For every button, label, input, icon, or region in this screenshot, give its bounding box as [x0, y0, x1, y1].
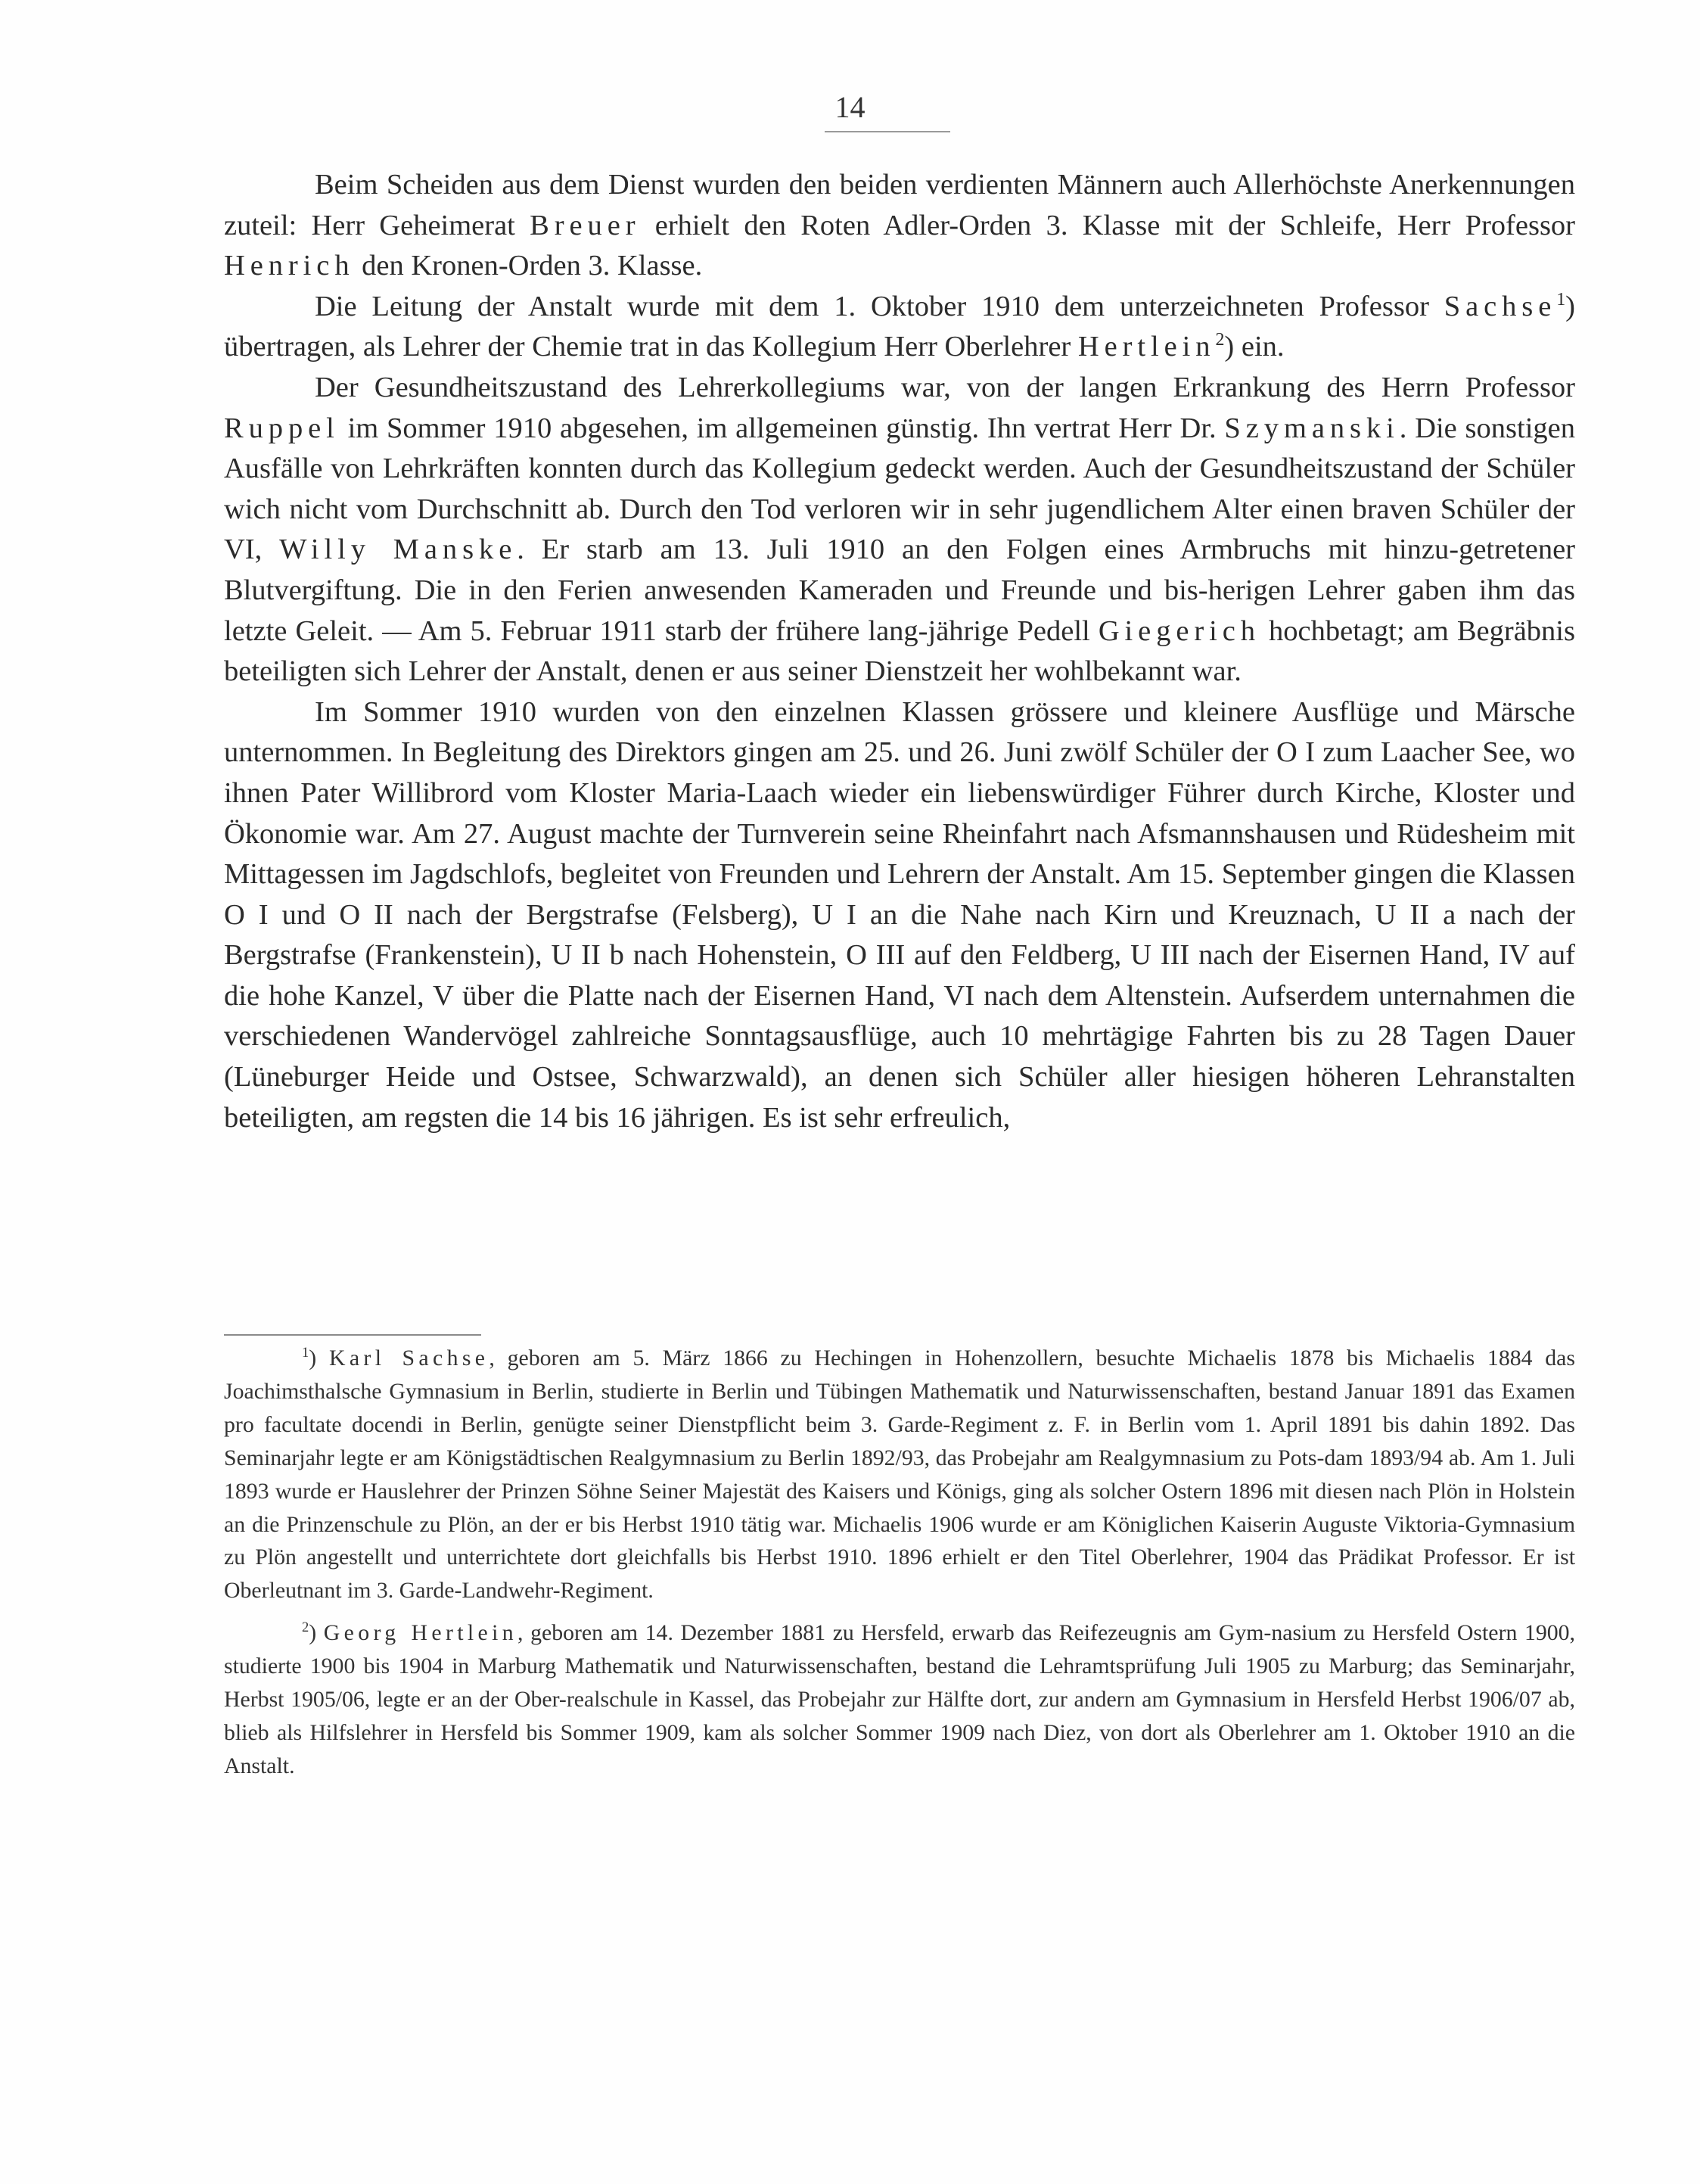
text-run: . Die sonstigen Ausfälle von Lehrkräften konnten durch das Kollegium gedeckt werden. Auch der Gesundheitszustand der Schüler wich nicht vom Durchschnitt ab. Durch den Tod verloren wir in sehr jugendlichem Alter einen braven Schüler der VI, [224, 412, 1575, 566]
footnote-marker-paren: ) [309, 1620, 317, 1646]
text-run: Beim Scheiden aus dem Dienst wurden den beiden verdienten Männern auch Allerhöchste Anerkennungen zuteil: Herr Geheimerat [224, 169, 1575, 241]
text-run: den Kronen-Orden 3. Klasse. [354, 250, 703, 282]
paragraph-leadership [224, 287, 1575, 368]
footnote-reference: 1 [1556, 289, 1566, 310]
footnote-text: , geboren am 14. Dezember 1881 zu Hersfeld, erwarb das Reifezeugnis am Gym-nasium zu Hersfeld Ostern 1900, studierte 1900 bis 1904 in Marburg Mathematik und Naturwissenschaften, bestand die Lehramtsprüfung Juli 1905 zu Marburg; das Seminarjahr, Herbst 1905/06, legte er an der Ober-realschule in Kassel, das Probejahr zur Hälfte dort, zur andern am Gymnasium in Hersfeld Herbst 1906/07 ab, blieb als Hilfslehrer in Hersfeld bis Sommer 1909, kam als solcher Sommer 1909 nach Diez, von dort als Oberlehrer am 1. Oktober 1910 an die Anstalt. [224, 1620, 1575, 1778]
text-run: ) ein. [1224, 331, 1285, 363]
person-name: Giegerich [1098, 614, 1260, 647]
text-run: im Sommer 1910 abgesehen, im allgemeinen günstig. Ihn vertrat Herr Dr. [339, 412, 1225, 444]
footnote-marker-paren: ) [309, 1346, 317, 1370]
text-run: ) übertragen, als Lehrer der Chemie trat in das Kollegium Herr Oberlehrer [224, 290, 1575, 363]
footnote-1 [224, 1342, 1575, 1607]
paragraph-honors [224, 165, 1575, 287]
footnote-text: , geboren am 5. März 1866 zu Hechingen in Hohenzollern, besuchte Michaelis 1878 bis Michaelis 1884 das Joachimsthalsche Gymnasium in Berlin, studierte in Berlin und Tübingen Mathematik und Naturwissenschaften, bestand Januar 1891 das Examen pro facultate docendi in Berlin, genügte seiner Dienstpflicht beim 3. Garde-Regiment z. F. in Berlin vom 1. April 1891 bis dahin 1892. Das Seminarjahr legte er am Königstädtischen Realgymnasium zu Berlin 1892/93, das Probejahr am Realgymnasium zu Pots-dam 1893/94 ab. Am 1. Juli 1893 wurde er Hauslehrer der Prinzen Söhne Seiner Majestät des Kaisers und Königs, ging als solcher Ostern 1896 mit diesen nach Plön in Holstein an die Prinzenschule zu Plön, an der er bis Herbst 1910 tätig war. Michaelis 1906 wurde er am Königlichen Kaiserin Auguste Viktoria-Gymnasium zu Plön angestellt und unterrichtete dort gleichfalls bis Herbst 1910. 1896 erhielt er den Titel Oberlehrer, 1904 das Prädikat Professor. Er ist Oberleutnant im 3. Garde-Landwehr-Regiment. [224, 1346, 1576, 1604]
person-name: Henrich [224, 250, 355, 282]
person-name: Sachse [1444, 290, 1557, 322]
body-text [224, 165, 1575, 1138]
person-name: Ruppel [224, 412, 340, 444]
person-name: Georg Hertlein [323, 1620, 518, 1646]
text-run: Der Gesundheitszustand des Lehrerkollegiums war, von der langen Erkrankung des Herrn Professor [315, 371, 1575, 403]
footnote-2 [224, 1616, 1575, 1783]
header-rule [825, 131, 950, 132]
person-name: Willy Manske [279, 534, 517, 566]
text-run: erhielt den Roten Adler-Orden 3. Klasse mit der Schleife, Herr Professor [640, 209, 1575, 241]
person-name: Karl Sachse [328, 1346, 489, 1370]
page-number: 14 [834, 90, 866, 124]
person-name: Breuer [530, 209, 641, 241]
footnotes [224, 1342, 1575, 1792]
footnote-reference: 2 [1215, 330, 1225, 350]
footnote-marker: 2 [302, 1619, 309, 1635]
footnote-marker: 1 [302, 1345, 309, 1361]
person-name: Hertlein [1077, 331, 1216, 363]
paragraph-health [224, 368, 1575, 692]
footnote-rule [224, 1334, 481, 1336]
text-run: Die Leitung der Anstalt wurde mit dem 1. Oktober 1910 dem unterzeichneten Professor [315, 290, 1444, 322]
text-run: . Er starb am 13. Juli 1910 an den Folgen eines Armbruchs mit hinzu-getretener Blutvergiftung. Die in den Ferien anwesenden Kameraden und Freunde und bis-herigen Lehrer gaben ihm das letzte Geleit. — Am 5. Februar 1911 starb der frühere lang-jährige Pedell [224, 534, 1575, 647]
paragraph-excursions: Im Sommer 1910 wurden von den einzelnen Klassen grössere und kleinere Ausflüge und Märsche unternommen. In Begleitung des Direktors gingen am 25. und 26. Juni zwölf Schüler der O I zum Laacher See, wo ihnen Pater Willibrord vom Kloster Maria-Laach wieder ein liebenswürdiger Führer durch Kirche, Kloster und Ökonomie war. Am 27. August machte der Turnverein seine Rheinfahrt nach Afsmannshausen und Rüdesheim mit Mittagessen im Jagdschlofs, begleitet von Freunden und Lehrern der Anstalt. Am 15. September gingen die Klassen O I und O II nach der Bergstrafse (Felsberg), U I an die Nahe nach Kirn und Kreuznach, U II a nach der Bergstrafse (Frankenstein), U II b nach Hohenstein, O III auf den Feldberg, U III nach der Eisernen Hand, IV auf die hohe Kanzel, V über die Platte nach der Eisernen Hand, VI nach dem Altenstein. Aufserdem unternahmen die verschiedenen Wandervögel zahlreiche Sonntagsausflüge, auch 10 mehrtägige Fahrten bis zu 28 Tagen Dauer (Lüneburger Heide und Ostsee, Schwarzwald), an denen sich Schüler aller hiesigen höheren Lehranstalten beteiligten, am regsten die 14 bis 16 jährigen. Es ist sehr erfreulich, [224, 695, 1575, 1134]
text-run: hochbetagt; am Begräbnis beteiligten sich Lehrer der Anstalt, denen er aus seiner Dienstzeit her wohlbekannt war. [224, 614, 1575, 688]
person-name: Szymanski [1224, 412, 1400, 444]
